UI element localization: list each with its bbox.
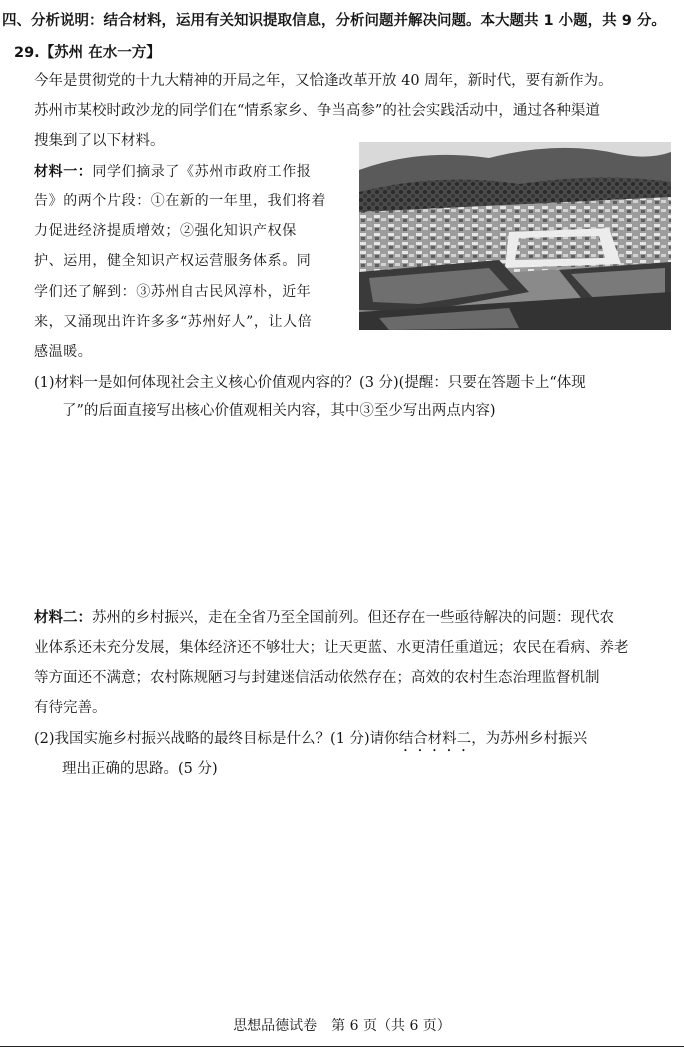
sub-question-2-text-a: (2)我国实施乡村振兴战略的最终目标是什么？(1 分)请你	[34, 731, 399, 747]
material1-line-7: 感温暖。	[34, 344, 93, 360]
village-photo	[359, 142, 671, 330]
sub-question-1-line-1: (1)材料一是如何体现社会主义核心价值观内容的？(3 分)(提醒：只要在答题卡上“体现	[34, 375, 586, 391]
question-title: 【苏州 在水一方】	[39, 45, 161, 61]
page-footer: 思想品德试卷 第 6 页（共 6 页）	[233, 1018, 451, 1034]
material1-line-2: 告》的两个片段：①在新的一年里，我们将着	[34, 193, 326, 209]
material1-line-3: 力促进经济提质增效；②强化知识产权保	[34, 223, 297, 239]
material1-text: 同学们摘录了《苏州市政府工作报	[92, 164, 312, 180]
material2-text: 苏州的乡村振兴，走在全省乃至全国前列。但还存在一些亟待解决的问题：现代农	[92, 610, 614, 626]
footer-divider	[0, 1046, 684, 1047]
question-header	[14, 43, 161, 63]
material2-label: 材料二：	[34, 610, 92, 626]
village-photo-image	[359, 142, 671, 330]
question-number: 29.	[14, 45, 40, 61]
material2-line-3: 等方面还不满意；农村陈规陋习与封建迷信活动依然存在；高效的农村生态治理监督机制	[34, 670, 600, 686]
intro-line-3: 搜集到了以下材料。	[34, 133, 165, 149]
intro-line-2: 苏州市某校时政沙龙的同学们在“情系家乡、争当高参”的社会实践活动中，通过各种渠道	[34, 103, 600, 119]
material1-line-6: 来，又涌现出许许多多“苏州好人”，让人倍	[34, 314, 313, 330]
section-header: 四、分析说明：结合材料，运用有关知识提取信息，分析问题并解决问题。本大题共 1 小题，共 9 分。	[2, 13, 666, 29]
material2-line-2: 业体系还未充分发展，集体经济还不够壮大；让天更蓝、水更清任重道远；农民在看病、养老	[34, 640, 629, 656]
intro-line-1: 今年是贯彻党的十九大精神的开局之年，又恰逢改革开放 40 周年，新时代，要有新作为。	[34, 73, 613, 89]
material2-line-4: 有待完善。	[34, 700, 107, 716]
sub-question-2-emphasis: 结合材料二	[398, 731, 472, 747]
sub-question-2-line-1	[34, 729, 587, 755]
material1-label: 材料一：	[34, 164, 93, 180]
sub-question-2-line-2: 理出正确的思路。(5 分)	[62, 761, 218, 777]
sub-question-2-text-b: ，为苏州乡村振兴	[471, 731, 588, 747]
material1-line-4: 护、运用，健全知识产权运营服务体系。同	[34, 253, 312, 269]
material1-line-5: 学们还了解到：③苏州自古民风淳朴，近年	[34, 284, 312, 300]
sub-question-1-line-2: 了”的后面直接写出核心价值观相关内容，其中③至少写出两点内容)	[62, 403, 496, 419]
material2-line-1	[34, 608, 614, 628]
material1-line-1	[34, 162, 311, 182]
